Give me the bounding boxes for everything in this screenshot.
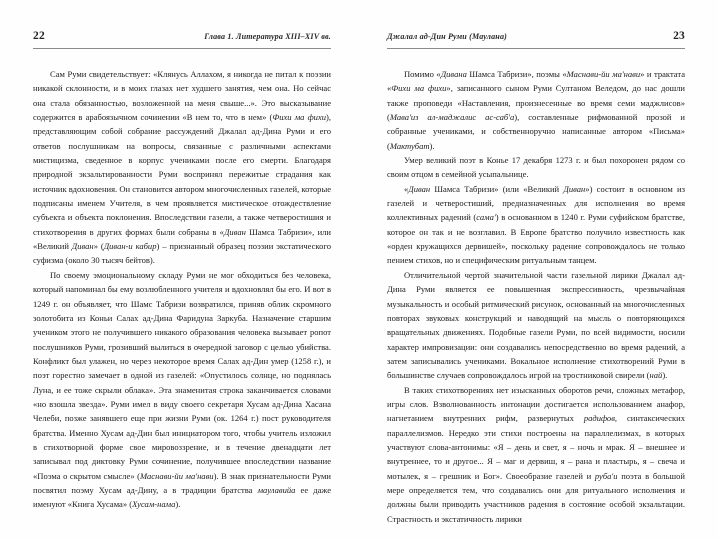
italic-term: Мава'из ал-маджалис ас-саб'а <box>389 112 515 123</box>
running-head-title-left: Глава 1. Литература XIII–XIV вв. <box>204 32 331 41</box>
paragraph: Умер великий поэт в Конье 17 декабря 1273 г. и был похоронен рядом со своим отцом в семейной усыпальнице. <box>387 155 685 180</box>
italic-term: Диван <box>223 226 246 237</box>
page-right <box>359 0 718 540</box>
italic-term: Фихи ма фихи <box>272 112 327 123</box>
page-right-body <box>387 67 685 526</box>
italic-term: Диван <box>408 183 431 194</box>
italic-term: Маснави-йи ма'нави <box>140 470 214 481</box>
running-head-right <box>387 30 685 49</box>
paragraph: В таких стихотворениях нет изысканных оборотов речи, сложных метафор, игры слов. Взволнованность интонации достигается использованием анафор, нагнетанием внутренних рифм, развернутых радифов, синтаксических параллелизмов. Нередко эти стихи построены на параллелизмах, в которых участвуют слова-антонимы: «Я – день и свет, я – ночь и мрак. Я – внешнее и внутреннее, то и другое... Я – маг и дервиш, я – рана и пластырь, я – свеча и мотылек, я – грешник и Бог». Своеобразие газелей и руба'и поэта в большой мере определяется тем, что создавались они для ритуального исполнения и должны были приводить участников радения в состояние особой экзальтации. Страстность и экстатичность лирики <box>387 384 685 524</box>
italic-term: руба'и <box>594 470 618 481</box>
italic-term: Дивана <box>440 69 467 79</box>
italic-term: най <box>649 370 663 381</box>
italic-term: радифов <box>583 413 615 424</box>
italic-term: Хусам-нама <box>132 499 176 510</box>
italic-term: Диван <box>563 183 586 194</box>
paragraph: Помимо «Дивана Шамса Табризи», поэмы «Маснави-йи ма'нави» и трактата «Фихи ма фихи», записанного сыном Руми Султаном Веледом, до нас дошли также проповеди «Наставления, произнесенные во время семи маджлисов» (Мава'из ал-маджалис ас-саб'а), составленные рифмованной прозой и собранные учениками, и собственноручно написанные автором «Письма» (Мактубат). <box>387 69 686 151</box>
italic-term: Фихи ма фихи <box>391 83 447 94</box>
page-left-body <box>33 67 331 512</box>
italic-term: Мактубат <box>389 140 430 151</box>
italic-term: маулавийа <box>257 484 296 495</box>
running-head-title-right: Джалал ад-Дин Руми (Маулана) <box>387 32 507 41</box>
italic-term: Маснави-йи ма'нави <box>566 69 641 79</box>
folio-right: 23 <box>673 30 685 42</box>
running-head-left <box>33 30 331 49</box>
italic-term: Диван-и кабир <box>103 241 157 252</box>
paragraph: Отличительной чертой значительной части газельной лирики Джалал ад-Дина Руми является ее повышенная экспрессивность, чрезвычайная музыкальность и особый ритмический рисунок, основанный на многочисленных повторах звуковых конструкций и наводящий на мысль о повторяющихся вращательных движениях. Подобные газели Руми, по всей видимости, носили характер импровизации: они создавались непосредственно во время радений, а затем записывались учениками. Вокальное исполнение стихотворений Руми в большинстве случаев сопровождалось игрой на тростниковой свирели (най). <box>387 269 685 381</box>
italic-term: сама' <box>476 212 496 223</box>
italic-term: Диван <box>71 241 94 252</box>
paragraph: «Диван Шамса Табризи» (или «Великий Диван») состоит в основном из газелей и четверостиший, предназначенных для исполнения во время коллективных радений (сама') в основанном в 1240 г. Руми суфийском братстве, которое он так и не возглавил. В Европе братство получило известность как «орден кружащихся дервишей», поскольку радение сопровождалось не только пением стихов, но и специфическим ритуальным танцем. <box>387 183 685 266</box>
paragraph: Сам Руми свидетельствует: «Клянусь Аллахом, я никогда не питал к поэзии никакой склонности, и в моих глазах нет худшего занятия, чем она. Но сейчас она стала обязанностью, возложенной на меня свыше...». Это высказывание содержится в арабоязычном сочинении «В нем то, что в нем» (Фихи ма фихи), представляющим собой собрание рассуждений Джалал ад-Дина Руми и его ответов послушникам на вопросы, связанные с различными аспектами мистицизма, сведенное в корпус учениками после его смерти. Благодаря природной экзальтированности Руми воспринял пережитые страдания как источник вдохновения. Он становится автором многочисленных газелей, которые подписаны именем Учителя, в чем проявляется мистическое отождествление субъекта и объекта поклонения. Впоследствии газели, а также четверостишия и стихотворения в других формах были собраны в «Диван Шамса Табризи», или «Великий Диван» (Диван-и кабир) – признанный образец поэзии экстатического суфизма (около 30 тысяч бейтов). <box>33 69 331 266</box>
paragraph: По своему эмоциональному складу Руми не мог обходиться без человека, который напоминал бы ему возлюбленного учителя и вдохновлял бы его. И вот в 1249 г. он объявляет, что Шамс Табризи возвратился, приняв облик скромного золотобита из Коньи Салах ад-Дина Фаридуна Заркуба. Назначение старшим учеником этого не получившего никакого образования человека вызывает ропот послушников Руми, грозивший вылиться в очередной заговор с целью убийства. Конфликт был улажен, но через некоторое время Салах ад-Дин умер (1258 г.), и поэт горестно замечает в одной из газелей: «Опустилось солнце, но поднялась Луна, и ее тоже скрыли облака». Эта знаменитая строка заканчивается словами «но взошла звезда». Руми имел в виду своего секретаря Хусам ад-Дина Хасана Челеби, позже занявшего еще при жизни Руми (ок. 1264 г.) пост руководителя братства. Именно Хусам ад-Дин был инициатором того, чтобы учитель изложил в стихотворной форме свое мировоззрение, и в течение двенадцати лет записывал под диктовку Руми сочинение, получившее впоследствии название «Поэма о скрытом смысле» (Маснави-йи ма'нави). В знак признательности Руми посвятил поэму Хусам ад-Дину, а в традиции братства маулавийа ее даже именуют «Книга Хусама» (Хусам-нама). <box>33 269 331 510</box>
folio-left: 22 <box>33 30 45 42</box>
